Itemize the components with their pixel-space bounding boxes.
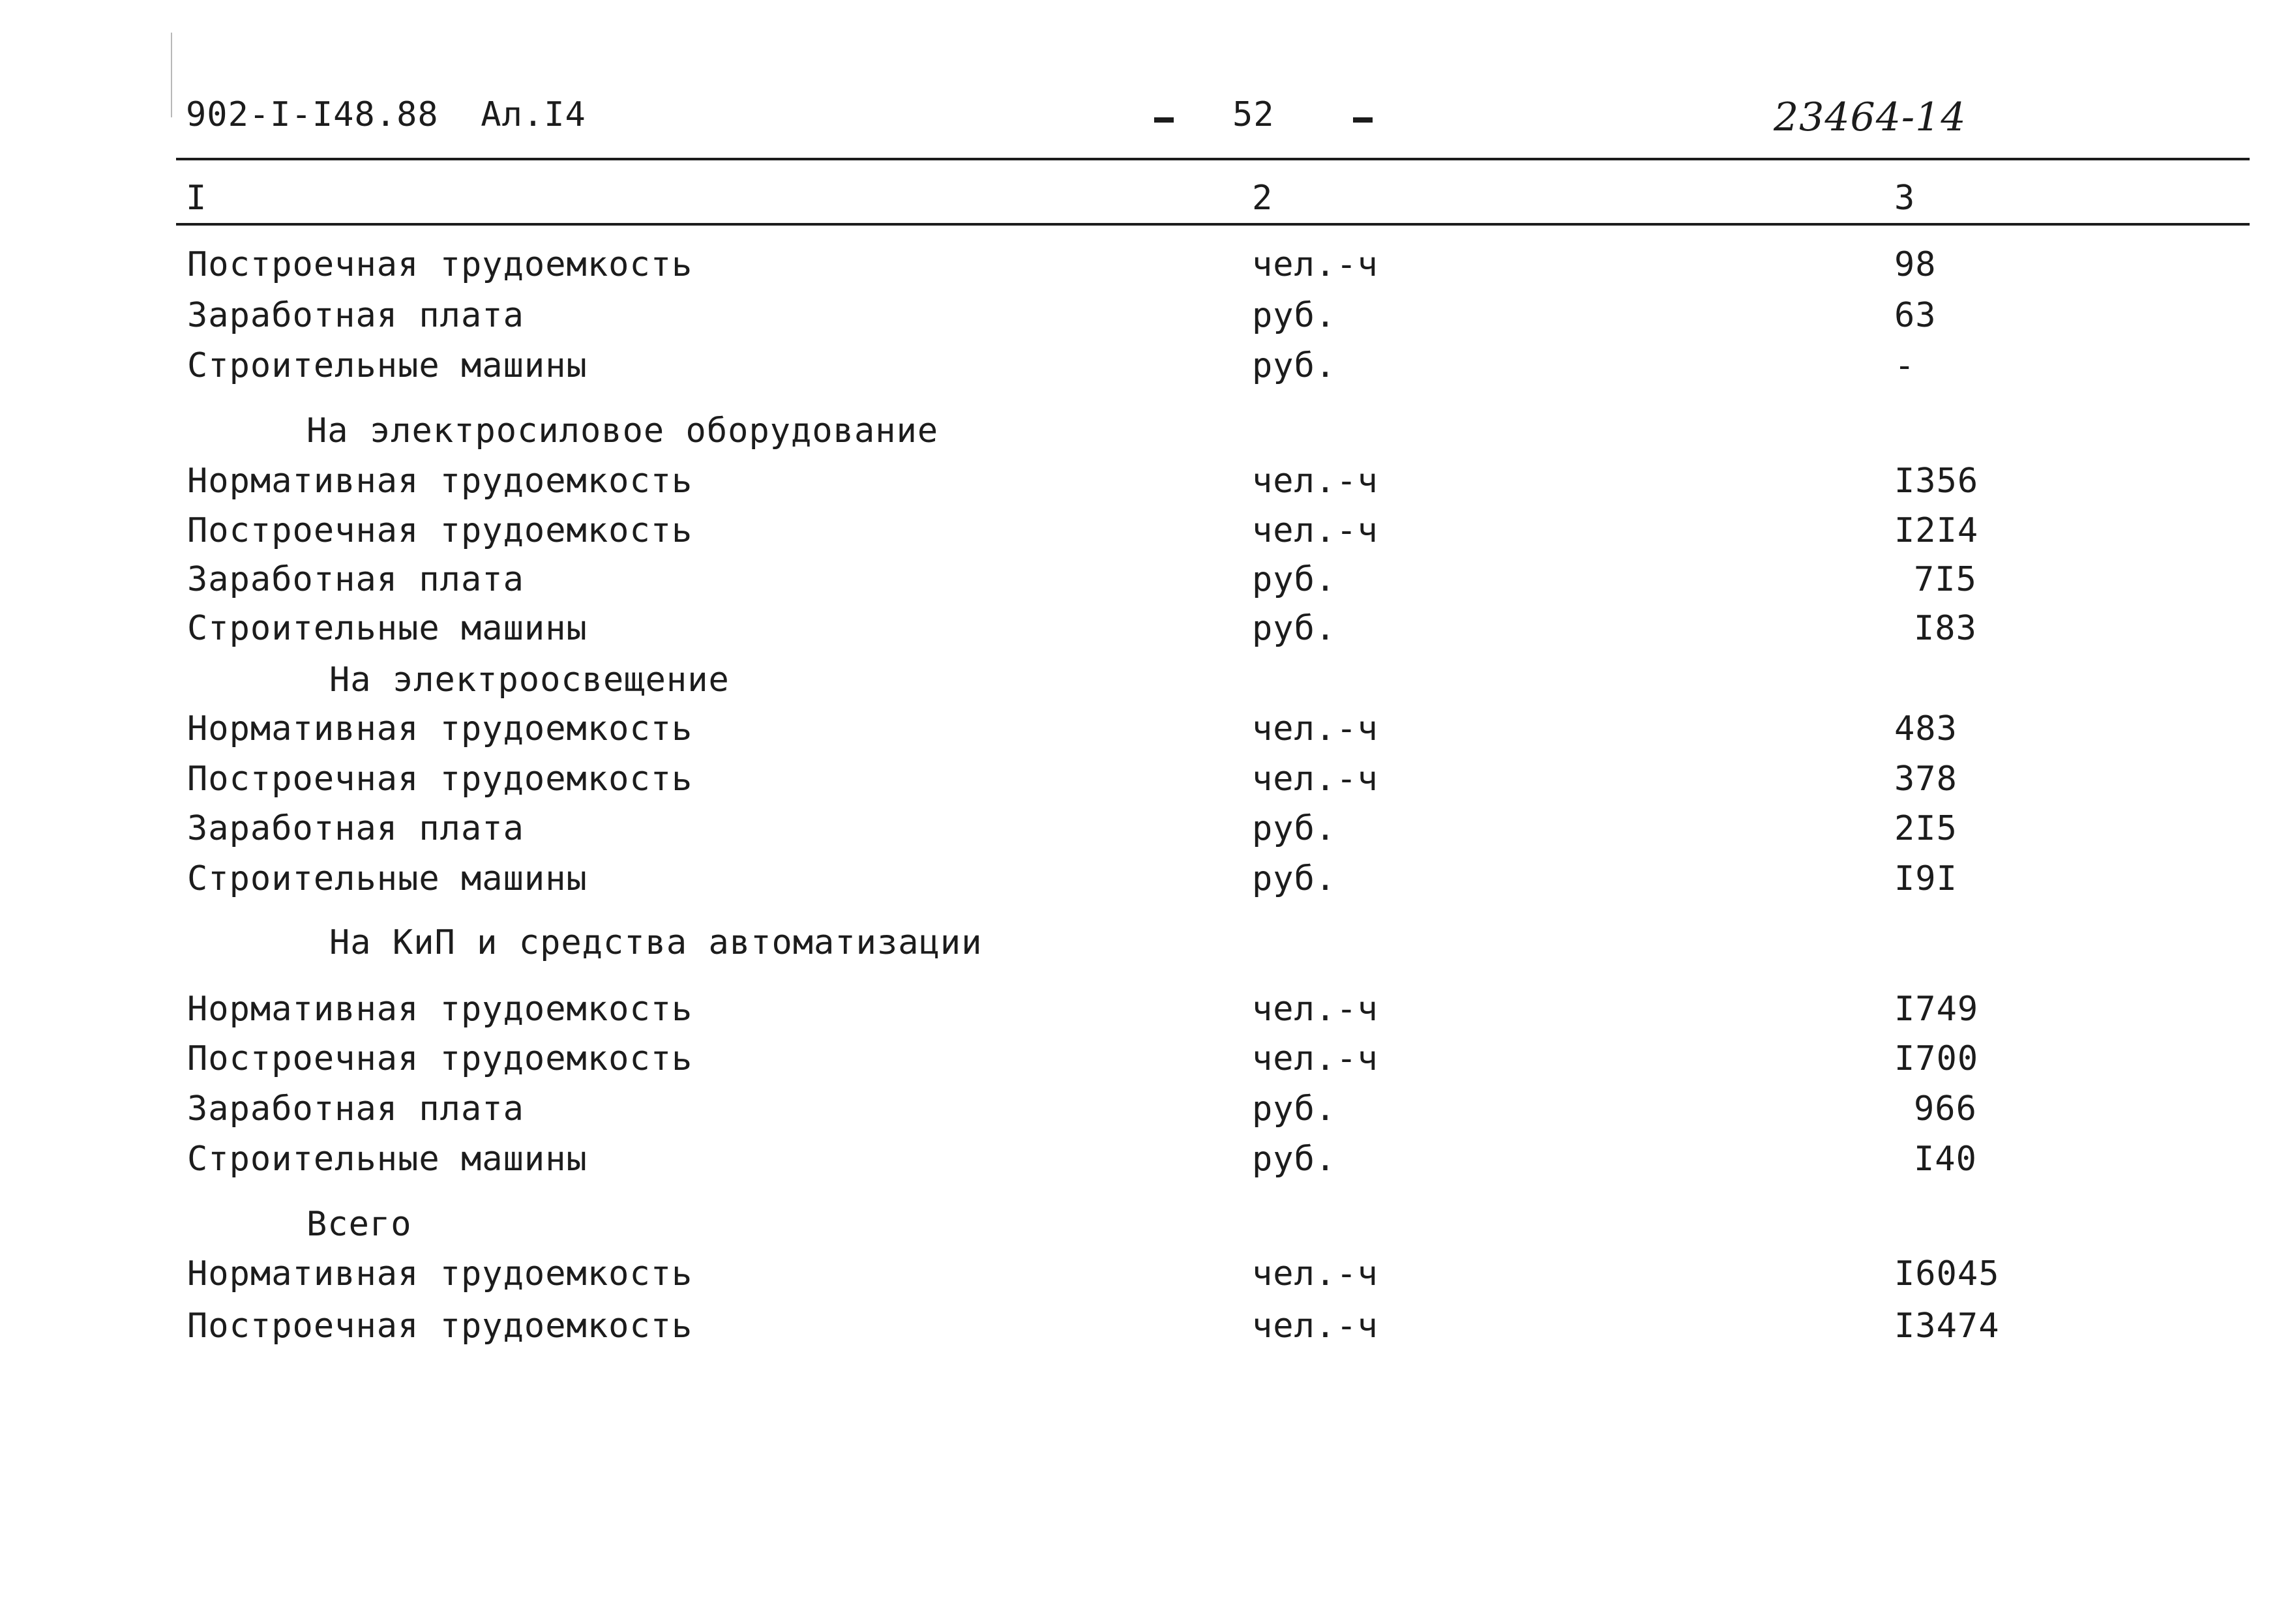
row-value: I3474 bbox=[1894, 1307, 2000, 1346]
row-unit: руб. bbox=[1252, 346, 1337, 385]
row-value: 98 bbox=[1894, 245, 1937, 284]
row-label: Нормативная трудоемкость bbox=[187, 462, 693, 501]
row-value: I40 bbox=[1914, 1140, 1977, 1179]
header-rule-top bbox=[176, 158, 2250, 160]
row-unit: чел.-ч bbox=[1252, 1307, 1378, 1346]
row-value: I700 bbox=[1894, 1039, 1979, 1078]
row-label: Построечная трудоемкость bbox=[187, 511, 693, 550]
row-label: Нормативная трудоемкость bbox=[187, 709, 693, 748]
row-unit: чел.-ч bbox=[1252, 1039, 1378, 1078]
margin-line bbox=[171, 33, 172, 117]
row-unit: чел.-ч bbox=[1252, 709, 1378, 748]
column-header-2: 2 bbox=[1252, 179, 1273, 218]
row-label: Заработная плата bbox=[187, 560, 524, 599]
row-label: Построечная трудоемкость bbox=[187, 1307, 693, 1346]
header-rule-bottom bbox=[176, 223, 2250, 226]
doc-code: 902-I-I48.88 Ал.I4 bbox=[186, 95, 586, 134]
row-value: 378 bbox=[1894, 760, 1957, 799]
row-unit: руб. bbox=[1252, 1140, 1337, 1179]
row-value: I356 bbox=[1894, 462, 1979, 501]
row-unit: чел.-ч bbox=[1252, 990, 1378, 1029]
row-label: Построечная трудоемкость bbox=[187, 245, 693, 284]
row-label: Заработная плата bbox=[187, 296, 524, 335]
row-unit: руб. bbox=[1252, 296, 1337, 335]
row-label: Заработная плата bbox=[187, 809, 524, 848]
page-number-dash-right bbox=[1353, 117, 1373, 123]
row-unit: чел.-ч bbox=[1252, 462, 1378, 501]
page-number-dash-left bbox=[1154, 117, 1174, 123]
row-unit: руб. bbox=[1252, 609, 1337, 648]
row-value: I6045 bbox=[1894, 1254, 2000, 1293]
row-label: Строительные машины bbox=[187, 346, 588, 385]
row-unit: руб. bbox=[1252, 560, 1337, 599]
row-unit: чел.-ч bbox=[1252, 760, 1378, 799]
row-label: Нормативная трудоемкость bbox=[187, 1254, 693, 1293]
row-value: 966 bbox=[1914, 1089, 1977, 1129]
row-value: I2I4 bbox=[1894, 511, 1979, 550]
row-unit: руб. bbox=[1252, 809, 1337, 848]
row-value: 483 bbox=[1894, 709, 1957, 748]
section-heading: На электросиловое оборудование bbox=[306, 411, 939, 450]
row-value: I9I bbox=[1894, 859, 1957, 898]
row-label: Построечная трудоемкость bbox=[187, 1039, 693, 1078]
row-label: Строительные машины bbox=[187, 609, 588, 648]
row-unit: чел.-ч bbox=[1252, 511, 1378, 550]
row-value: 2I5 bbox=[1894, 809, 1957, 848]
section-heading: На КиП и средства автоматизации bbox=[329, 923, 983, 962]
row-label: Строительные машины bbox=[187, 859, 588, 898]
row-unit: чел.-ч bbox=[1252, 245, 1378, 284]
section-heading: Всего bbox=[306, 1205, 412, 1244]
row-value: 7I5 bbox=[1914, 560, 1977, 599]
row-unit: руб. bbox=[1252, 859, 1337, 898]
page-number: 52 bbox=[1232, 95, 1275, 134]
column-header-1: I bbox=[186, 179, 207, 218]
row-label: Заработная плата bbox=[187, 1089, 524, 1129]
row-value: - bbox=[1894, 346, 1916, 385]
row-label: Построечная трудоемкость bbox=[187, 760, 693, 799]
sheet-number: 23464-14 bbox=[1774, 95, 1967, 140]
row-value: 63 bbox=[1894, 296, 1937, 335]
row-unit: чел.-ч bbox=[1252, 1254, 1378, 1293]
row-unit: руб. bbox=[1252, 1089, 1337, 1129]
row-label: Строительные машины bbox=[187, 1140, 588, 1179]
row-value: I749 bbox=[1894, 990, 1979, 1029]
row-value: I83 bbox=[1914, 609, 1977, 648]
row-label: Нормативная трудоемкость bbox=[187, 990, 693, 1029]
column-header-3: 3 bbox=[1894, 179, 1916, 218]
section-heading: На электроосвещение bbox=[329, 660, 730, 700]
